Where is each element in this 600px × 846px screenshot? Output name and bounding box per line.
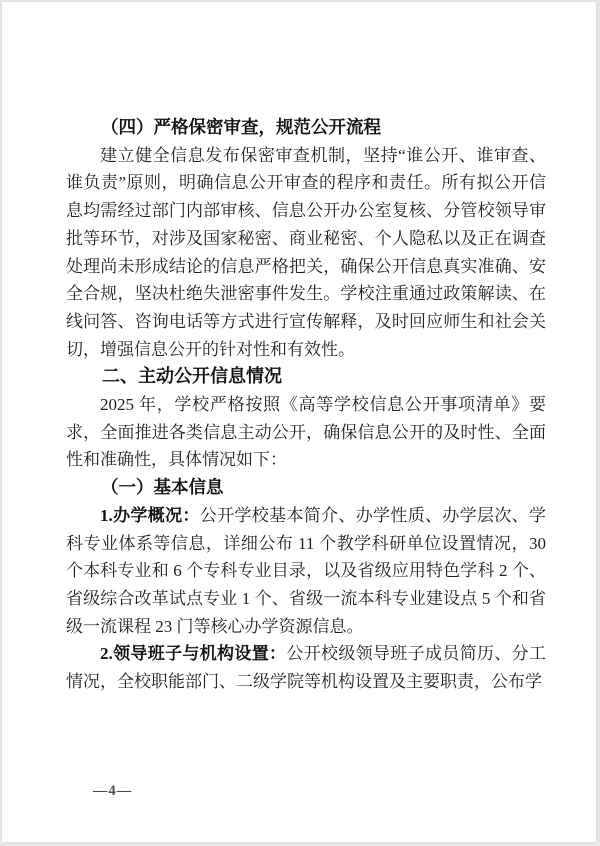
paragraph-leadership-structure bbox=[66, 640, 546, 695]
section-heading-confidentiality-review: （四）严格保密审查，规范公开流程 bbox=[101, 117, 381, 137]
document-page bbox=[2, 2, 596, 842]
paragraph-school-overview bbox=[66, 502, 546, 641]
item-label-school-overview: 1.办学概况： bbox=[100, 505, 200, 525]
subsection-heading-basic-info: （一）基本信息 bbox=[101, 477, 224, 498]
item-label-leadership-structure: 2.领导班子与机构设置： bbox=[100, 644, 287, 664]
document-body bbox=[66, 114, 546, 696]
paragraph-chapter-intro: 2025 年，学校严格按照《高等学校信息公开事项清单》要求，全面推进各类信息主动公开，确保信息公开的及时性、全面性和准确性，具体情况如下： bbox=[66, 395, 546, 470]
paragraph-confidentiality-review: 建立健全信息发布保密审查机制，坚持“谁公开、谁审查、谁负责”原则，明确信息公开审查的程序和责任。所有拟公开信息均需经过部门内部审核、信息公开办公室复核、分管校领导审批等环节，对涉及国家秘密、商业秘密、个人隐私以及正在调查处理尚未形成结论的信息严格把关，确保公开信息真实准确、安全合规，坚决杜绝失泄密事件发生。学校注重通过政策解读、在线问答、咨询电话等方式进行宣传解释，及时回应师生和社会关切，增强信息公开的针对性和有效性。 bbox=[66, 145, 546, 359]
page-number: —4— bbox=[93, 783, 133, 799]
item-text-school-overview: 公开学校基本简介、办学性质、办学层次、学科专业体系等信息，详细公布 11 个教学科研单位设置情况，30 个本科专业和 6 个专科专业目录，以及省级应用特色学科 2 个、省级综合改革试点专业 1 个、省级一流本科专业建设点 5 个和省级一流课程 23 门等核心办学资源信息。 bbox=[66, 505, 547, 636]
chapter-heading-proactive-disclosure: 二、主动公开信息情况 bbox=[102, 366, 282, 387]
item-text-leadership-structure: 公开校级领导班子成员简历、分工情况，全校职能部门、二级学院等机构设置及主要职责，公布学 bbox=[66, 644, 547, 692]
